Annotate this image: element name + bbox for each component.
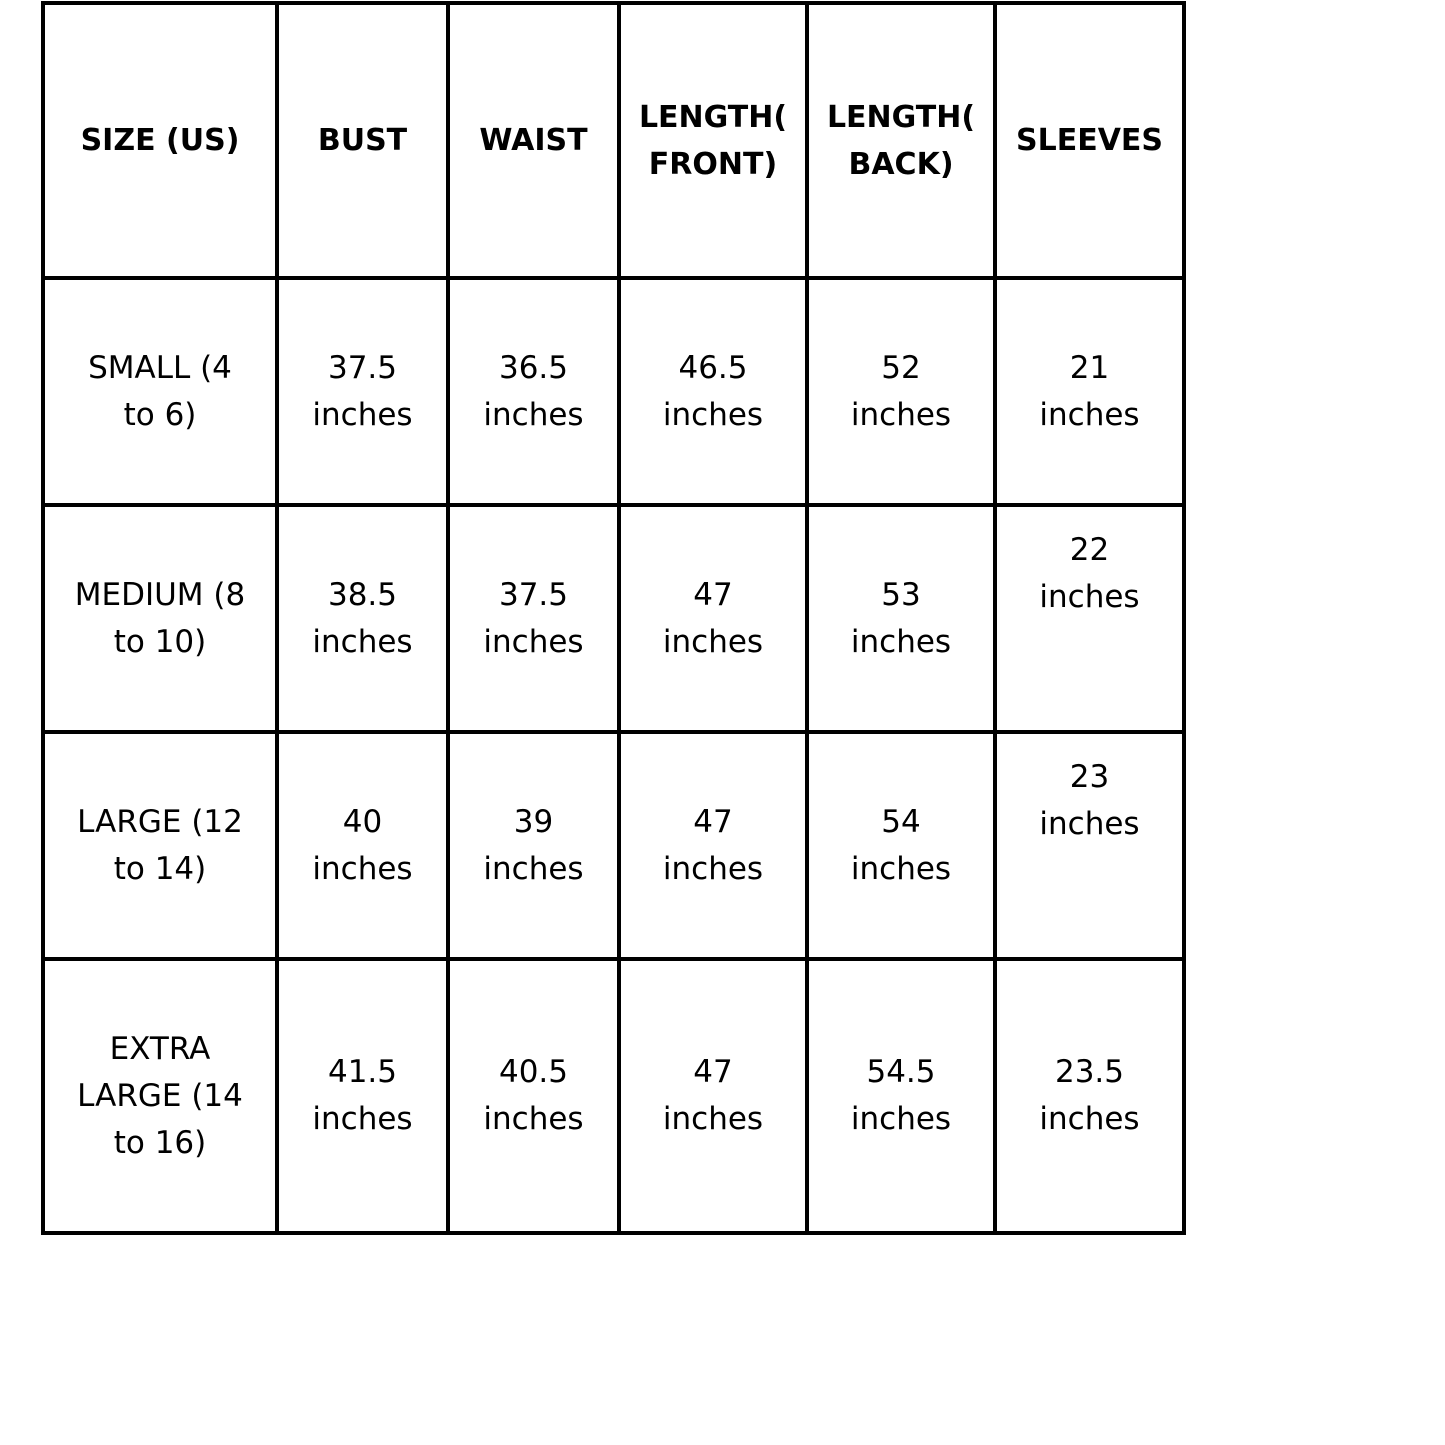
size-cell: SMALL (4 to 6) <box>43 278 277 505</box>
size-cell: MEDIUM (8 to 10) <box>43 505 277 732</box>
header-sleeves: SLEEVES <box>995 3 1184 278</box>
table-row <box>43 732 1184 959</box>
table-row <box>43 278 1184 505</box>
length-back-cell: 52 inches <box>807 278 995 505</box>
header-length-back: LENGTH( BACK) <box>807 3 995 278</box>
length-front-cell: 46.5 inches <box>619 278 807 505</box>
length-back-cell: 54 inches <box>807 732 995 959</box>
header-length-front: LENGTH( FRONT) <box>619 3 807 278</box>
bust-cell: 41.5 inches <box>277 959 448 1233</box>
sleeves-cell: 23 inches <box>995 732 1184 959</box>
header-row <box>43 3 1184 278</box>
sleeves-cell: 22 inches <box>995 505 1184 732</box>
length-front-cell: 47 inches <box>619 959 807 1233</box>
size-cell: EXTRA LARGE (14 to 16) <box>43 959 277 1233</box>
table-row <box>43 959 1184 1233</box>
sleeves-cell: 23.5 inches <box>995 959 1184 1233</box>
length-back-cell: 54.5 inches <box>807 959 995 1233</box>
header-waist: WAIST <box>448 3 619 278</box>
length-front-cell: 47 inches <box>619 505 807 732</box>
waist-cell: 40.5 inches <box>448 959 619 1233</box>
waist-cell: 39 inches <box>448 732 619 959</box>
length-front-cell: 47 inches <box>619 732 807 959</box>
size-chart-table <box>41 1 1186 1235</box>
waist-cell: 36.5 inches <box>448 278 619 505</box>
header-size: SIZE (US) <box>43 3 277 278</box>
bust-cell: 37.5 inches <box>277 278 448 505</box>
header-bust: BUST <box>277 3 448 278</box>
bust-cell: 40 inches <box>277 732 448 959</box>
bust-cell: 38.5 inches <box>277 505 448 732</box>
size-cell: LARGE (12 to 14) <box>43 732 277 959</box>
table-row <box>43 505 1184 732</box>
sleeves-cell: 21 inches <box>995 278 1184 505</box>
waist-cell: 37.5 inches <box>448 505 619 732</box>
length-back-cell: 53 inches <box>807 505 995 732</box>
